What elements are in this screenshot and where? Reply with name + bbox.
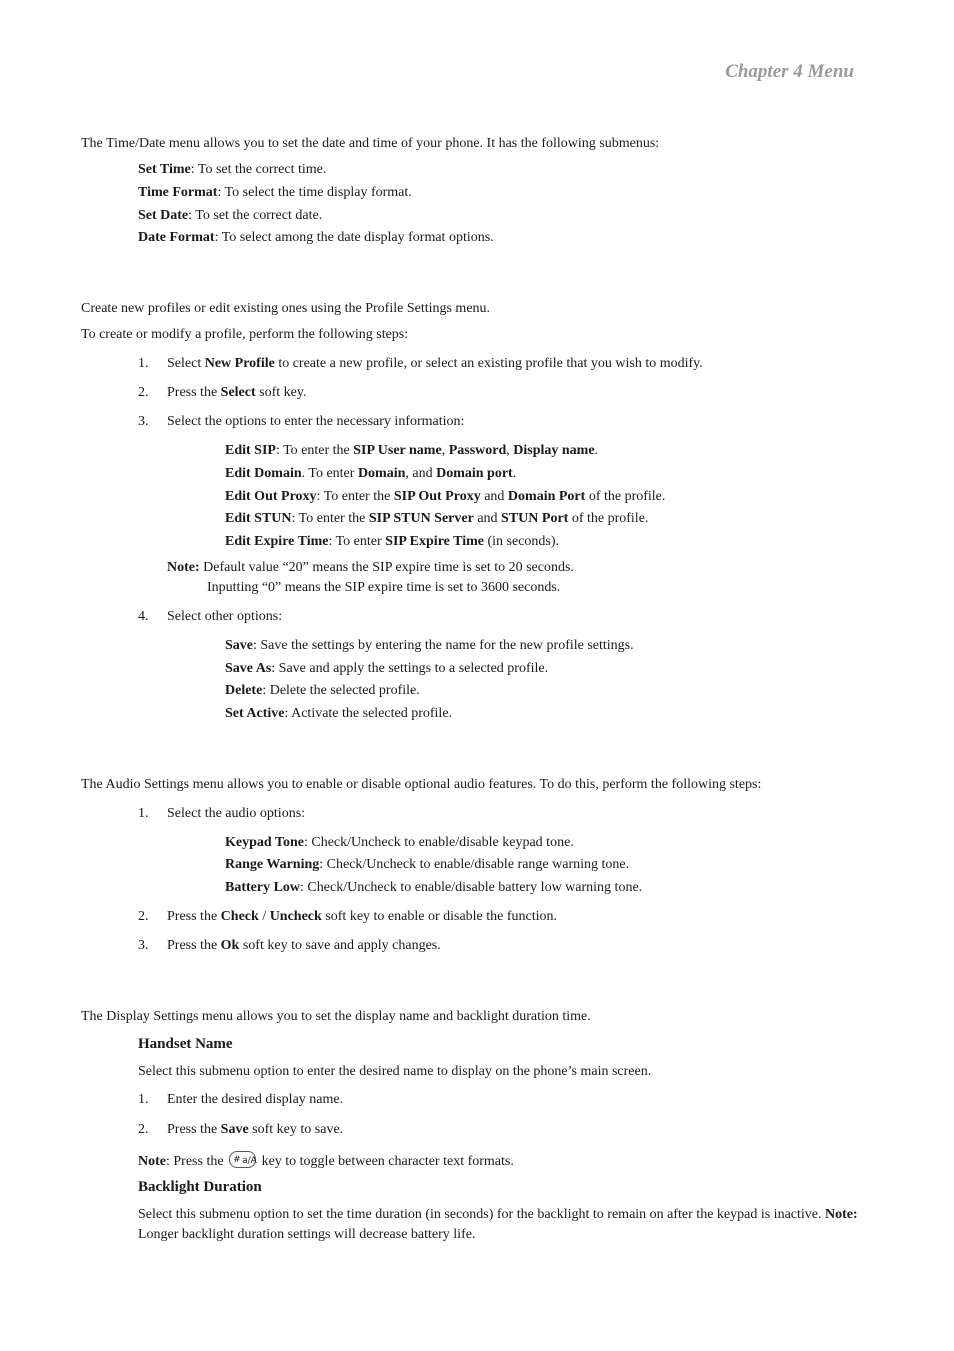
handset-name-heading: Handset Name xyxy=(138,1036,233,1052)
step-number: 3. xyxy=(138,938,149,953)
step-number: 1. xyxy=(138,1092,149,1107)
handset-note: Note: Press the # a/A key to toggle between character text formats. xyxy=(138,1151,514,1171)
step-text: Select the options to enter the necessary information: xyxy=(167,414,465,429)
step-number: 1. xyxy=(138,356,149,371)
chapter-header: Chapter 4 Menu xyxy=(725,61,854,82)
step-number: 1. xyxy=(138,806,149,821)
list-item: Date Format: To select among the date display format options. xyxy=(138,230,494,245)
step-text: Press the Save soft key to save. xyxy=(167,1122,344,1137)
step-text: Select the audio options: xyxy=(167,806,306,821)
step-text: Press the Check / Uncheck soft key to enable or disable the function. xyxy=(167,909,558,924)
list-item: Set Active: Activate the selected profile. xyxy=(225,706,453,721)
hash-key-icon: # a/A xyxy=(229,1151,256,1168)
backlight-desc: Select this submenu option to set the time duration (in seconds) for the backlight to remain on after the keypad is inactive. Note: Longer backlight duration settings will decrease battery life. xyxy=(138,1207,858,1242)
list-item: Set Date: To set the correct date. xyxy=(138,208,323,223)
edit-sip-item: Edit SIP: To enter the SIP User name, Password, Display name. xyxy=(225,443,599,458)
step-number: 2. xyxy=(138,909,149,924)
list-item: Time Format: To select the time display format. xyxy=(138,185,412,200)
step-text: Select other options: xyxy=(167,609,283,624)
edit-domain-item: Edit Domain. To enter Domain, and Domain port. xyxy=(225,466,517,481)
step-number: 2. xyxy=(138,1122,149,1137)
edit-stun-item: Edit STUN: To enter the SIP STUN Server and STUN Port of the profile. xyxy=(225,511,649,526)
step-number: 2. xyxy=(138,385,149,400)
step-text: Press the Select soft key. xyxy=(167,385,307,400)
step-number: 3. xyxy=(138,414,149,429)
list-item: Save: Save the settings by entering the name for the new profile settings. xyxy=(225,638,634,653)
list-item: Set Time: To set the correct time. xyxy=(138,162,327,177)
audio-intro: The Audio Settings menu allows you to enable or disable optional audio features. To do this, perform the following steps: xyxy=(81,777,762,792)
backlight-heading: Backlight Duration xyxy=(138,1179,262,1195)
display-intro: The Display Settings menu allows you to set the display name and backlight duration time. xyxy=(81,1009,591,1024)
list-item: Battery Low: Check/Uncheck to enable/disable battery low warning tone. xyxy=(225,880,643,895)
expire-note-line2: Inputting “0” means the SIP expire time is set to 3600 seconds. xyxy=(207,580,561,595)
handset-name-desc: Select this submenu option to enter the desired name to display on the phone’s main screen. xyxy=(138,1064,652,1079)
list-item: Save As: Save and apply the settings to a selected profile. xyxy=(225,661,549,676)
step-text: Press the Ok soft key to save and apply changes. xyxy=(167,938,441,953)
time-date-intro: The Time/Date menu allows you to set the date and time of your phone. It has the following submenus: xyxy=(81,136,660,151)
step-number: 4. xyxy=(138,609,149,624)
expire-note: Note: Default value “20” means the SIP expire time is set to 20 seconds. xyxy=(167,560,574,575)
list-item: Keypad Tone: Check/Uncheck to enable/disable keypad tone. xyxy=(225,835,574,850)
list-item: Range Warning: Check/Uncheck to enable/disable range warning tone. xyxy=(225,857,630,872)
edit-expire-item: Edit Expire Time: To enter SIP Expire Time (in seconds). xyxy=(225,534,560,549)
edit-proxy-item: Edit Out Proxy: To enter the SIP Out Proxy and Domain Port of the profile. xyxy=(225,489,666,504)
profile-steps-intro: To create or modify a profile, perform the following steps: xyxy=(81,327,409,342)
step-text: Select New Profile to create a new profile, or select an existing profile that you wish to modify. xyxy=(167,356,703,371)
profile-intro: Create new profiles or edit existing ones using the Profile Settings menu. xyxy=(81,301,491,316)
step-text: Enter the desired display name. xyxy=(167,1092,344,1107)
list-item: Delete: Delete the selected profile. xyxy=(225,683,420,698)
